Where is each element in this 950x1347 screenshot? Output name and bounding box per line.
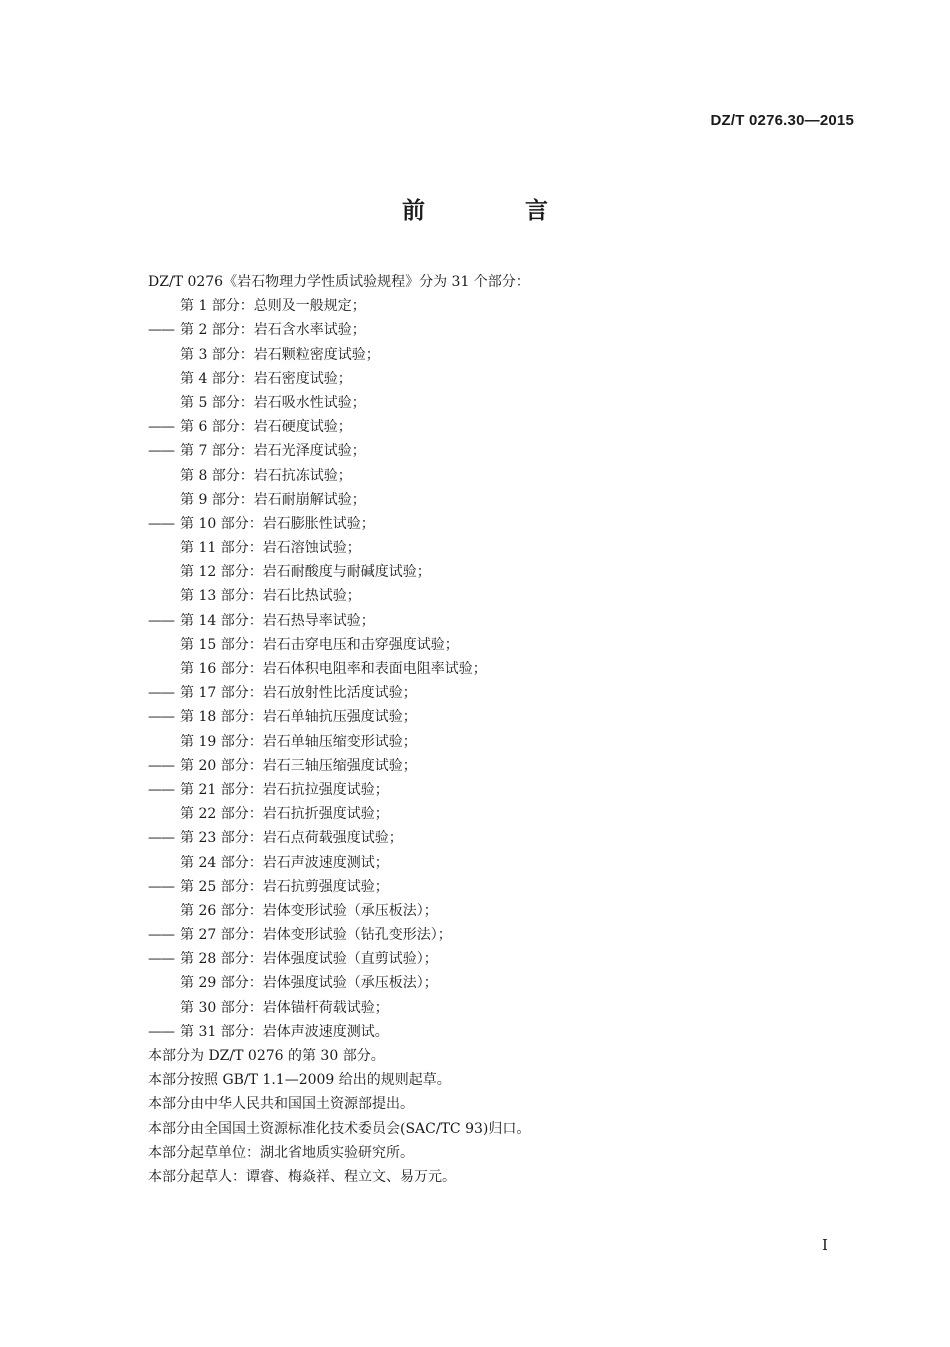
list-item [148, 754, 848, 778]
list-item-text: 第 1 部分：总则及一般规定； [180, 298, 366, 315]
page-title: 前 言 [401, 198, 594, 224]
list-item [148, 923, 848, 947]
list-item [148, 802, 848, 826]
list-item [148, 875, 848, 899]
list-item [148, 947, 848, 971]
note-line: 本部分由中华人民共和国国土资源部提出。 [148, 1096, 414, 1113]
list-item [148, 343, 848, 367]
note-line: 本部分按照 GB/T 1.1—2009 给出的规则起草。 [148, 1072, 451, 1089]
list-item-text: 第 4 部分：岩石密度试验； [180, 370, 352, 387]
list-item-text: 第 6 部分：岩石硬度试验； [180, 419, 352, 436]
intro-line: DZ/T 0276《岩石物理力学性质试验规程》分为 31 个部分： [148, 274, 530, 290]
list-item-text: 第 28 部分：岩体强度试验（直剪试验）； [180, 951, 438, 968]
list-item [148, 536, 848, 560]
list-item [148, 633, 848, 657]
note-line: 本部分为 DZ/T 0276 的第 30 部分。 [148, 1048, 385, 1064]
list-item [148, 1020, 848, 1044]
list-item-text: 第 24 部分：岩石声波速度测试； [180, 854, 389, 871]
list-dash: —— [148, 757, 174, 774]
list-dash: —— [148, 830, 174, 847]
list-item [148, 609, 848, 633]
list-item [148, 899, 848, 923]
note-line: 本部分由全国国土资源标准化技术委员会(SAC/TC 93)归口。 [148, 1120, 531, 1137]
list-dash: —— [148, 781, 174, 798]
note-line: 本部分起草人：谭睿、梅焱祥、程立文、易万元。 [148, 1168, 456, 1185]
list-item-text: 第 18 部分：岩石单轴抗压强度试验； [180, 709, 417, 726]
list-item-text: 第 14 部分：岩石热导率试验； [180, 612, 375, 629]
list-item-text: 第 30 部分：岩体锚杆荷载试验； [180, 999, 389, 1016]
list-item [148, 851, 848, 875]
list-item-text: 第 5 部分：岩石吸水性试验； [180, 394, 366, 411]
list-dash: —— [148, 419, 174, 436]
list-dash: —— [148, 709, 174, 726]
list-item [148, 730, 848, 754]
list-item-text: 第 22 部分：岩石抗折强度试验； [180, 806, 389, 823]
list-item-text: 第 29 部分：岩体强度试验（承压板法）； [180, 975, 438, 992]
list-item-text: 第 15 部分：岩石击穿电压和击穿强度试验； [180, 636, 459, 653]
list-item-text: 第 12 部分：岩石耐酸度与耐碱度试验； [180, 564, 431, 581]
list-item [148, 584, 848, 608]
list-dash: —— [148, 515, 174, 532]
list-dash: —— [148, 685, 174, 702]
list-item [148, 464, 848, 488]
list-item-text: 第 7 部分：岩石光泽度试验； [180, 443, 366, 460]
list-item-text: 第 9 部分：岩石耐崩解试验； [180, 491, 366, 508]
list-item [148, 488, 848, 512]
list-item [148, 294, 848, 318]
list-item [148, 512, 848, 536]
list-item [148, 681, 848, 705]
page-number: I [822, 1236, 828, 1254]
list-item-text: 第 13 部分：岩石比热试验； [180, 588, 361, 605]
list-item-text: 第 27 部分：岩体变形试验（钻孔变形法）； [180, 927, 452, 944]
list-item-text: 第 3 部分：岩石颗粒密度试验； [180, 346, 380, 363]
list-dash: —— [148, 322, 174, 339]
foreword-body [148, 270, 848, 1189]
note-line: 本部分起草单位：湖北省地质实验研究所。 [148, 1144, 414, 1161]
list-item-text: 第 26 部分：岩体变形试验（承压板法）； [180, 902, 438, 919]
list-item-text: 第 25 部分：岩石抗剪强度试验； [180, 878, 389, 895]
list-item [148, 367, 848, 391]
list-dash: —— [148, 1023, 174, 1040]
list-item [148, 415, 848, 439]
list-item [148, 826, 848, 850]
list-dash: —— [148, 878, 174, 895]
list-item-text: 第 8 部分：岩石抗冻试验； [180, 467, 352, 484]
list-item-text: 第 2 部分：岩石含水率试验； [180, 322, 366, 339]
list-item [148, 391, 848, 415]
list-item [148, 971, 848, 995]
list-item-text: 第 20 部分：岩石三轴压缩强度试验； [180, 757, 417, 774]
list-dash: —— [148, 612, 174, 629]
list-item [148, 318, 848, 342]
notes-block [148, 1044, 848, 1189]
list-item-text: 第 17 部分：岩石放射性比活度试验； [180, 685, 417, 702]
list-item-text: 第 16 部分：岩石体积电阻率和表面电阻率试验； [180, 661, 487, 677]
list-item [148, 560, 848, 584]
list-item-text: 第 19 部分：岩石单轴压缩变形试验； [180, 733, 417, 750]
list-dash: —— [148, 951, 174, 968]
list-dash: —— [148, 927, 174, 944]
list-item [148, 657, 848, 681]
list-item [148, 439, 848, 463]
list-item-text: 第 31 部分：岩体声波速度测试。 [180, 1023, 389, 1040]
list-item-text: 第 11 部分：岩石溶蚀试验； [180, 540, 361, 557]
list-item [148, 705, 848, 729]
list-item-text: 第 23 部分：岩石点荷载强度试验； [180, 830, 403, 847]
list-dash: —— [148, 443, 174, 460]
list-item-text: 第 21 部分：岩石抗拉强度试验； [180, 781, 389, 798]
list-item [148, 778, 848, 802]
standard-code: DZ/T 0276.30—2015 [710, 112, 854, 129]
list-item-text: 第 10 部分：岩石膨胀性试验； [180, 515, 375, 532]
parts-list [148, 294, 848, 1044]
list-item [148, 996, 848, 1020]
